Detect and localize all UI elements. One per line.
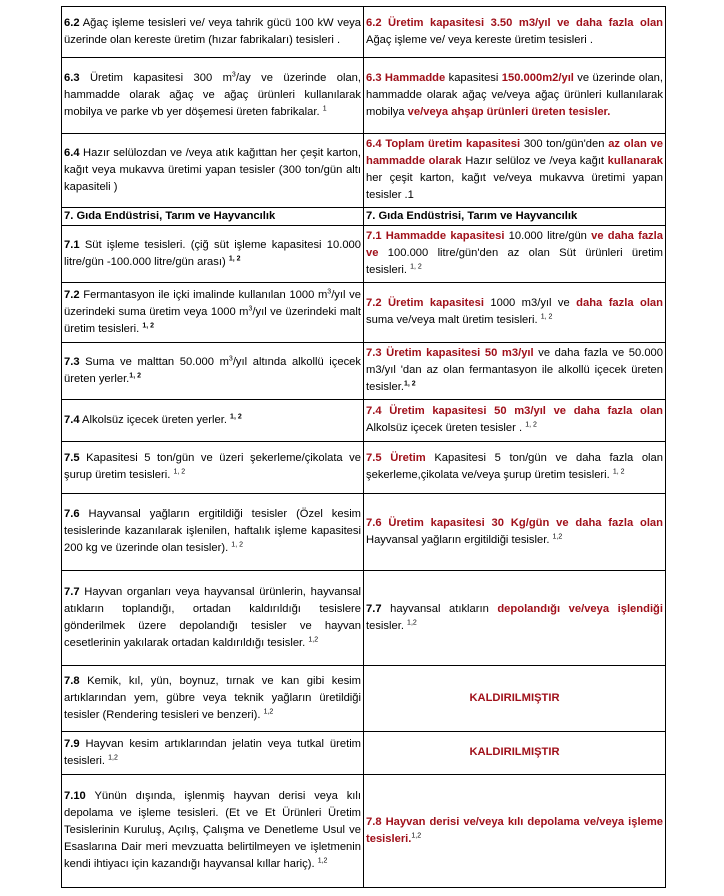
- highlight-text: Üretim kapasitesi: [381, 297, 484, 309]
- footnote-ref: 1, 2: [410, 263, 422, 271]
- right-cell: [364, 134, 666, 208]
- table-row: [62, 343, 666, 400]
- table-row: [62, 571, 666, 666]
- left-cell: [62, 7, 364, 58]
- highlight-text: Hammadde: [381, 71, 446, 84]
- footnote-ref: 1,2: [308, 635, 319, 643]
- item-number: 6.2: [366, 16, 382, 29]
- right-cell: [364, 7, 666, 58]
- item-text: suma ve/veya malt üretim tesisleri.: [366, 314, 538, 326]
- footnote-ref: 1, 2: [142, 321, 155, 329]
- item-text: 100.000 litre/gün'den az olan Süt ürünleri üretim tesisleri.: [366, 247, 663, 276]
- footnote-ref: 1,2: [411, 831, 422, 839]
- right-cell: [364, 442, 666, 494]
- right-cell: [364, 400, 666, 442]
- item-number: 7.4: [366, 405, 382, 417]
- highlight-text: az olan ve hammadde olarak: [366, 138, 663, 167]
- item-text: /yıl ve üzerindeki suma üretim veya 1000 m: [64, 288, 361, 318]
- section-heading: 7. Gıda Endüstrisi, Tarım ve Hayvancılık: [364, 208, 666, 226]
- left-cell: [62, 732, 364, 775]
- item-number: 7.8: [366, 815, 382, 828]
- right-cell: [364, 283, 666, 343]
- table-row: [62, 494, 666, 571]
- item-number: 7.3: [366, 347, 382, 359]
- item-text: Hazır selüloz ve /veya kağıt: [461, 155, 608, 167]
- table-row: [62, 283, 666, 343]
- footnote-ref: 1, 2: [403, 380, 416, 388]
- highlight-text: Üretim kapasitesi 50 m3/yıl: [381, 347, 534, 359]
- highlight-text: daha fazla olan: [576, 297, 663, 309]
- footnote-ref: 1,2: [407, 618, 417, 626]
- item-number: 7.1: [64, 238, 80, 251]
- footnote-ref: 1, 2: [228, 254, 241, 262]
- removed-label: KALDIRILMIŞTIR: [364, 666, 666, 732]
- superscript: 3: [327, 287, 332, 295]
- item-number: 7.7: [366, 602, 382, 615]
- table-row: [62, 134, 666, 208]
- item-text: Süt işleme tesisleri. (çiğ süt işleme kapasitesi 10.000 litre/gün -100.000 litre/gün arası): [64, 238, 361, 268]
- superscript: 3: [248, 304, 253, 312]
- item-number: 7.6: [64, 508, 80, 520]
- item-number: 7.9: [64, 737, 80, 750]
- footnote-ref: 1, 2: [612, 468, 625, 476]
- item-number: 7.1: [366, 230, 382, 242]
- item-text: Kapasitesi 5 ton/gün ve daha fazla olan şekerleme,çikolata ve/veya şurup üretim tesisleri.: [366, 452, 663, 481]
- right-cell: [364, 775, 666, 888]
- table-row: [62, 208, 666, 226]
- item-text: Ağaç işleme tesisleri ve/ veya tahrik gücü 100 kW veya üzerinde olan kereste üretim (hızar fabrikaları) tesisleri .: [64, 16, 361, 46]
- highlight-text: Toplam üretim kapasitesi: [381, 138, 521, 150]
- item-text: ve daha fazla ve 50.000 m3/yıl 'dan az olan fermantasyon ile alkollü içecek üreten tesisler.: [366, 347, 663, 393]
- footnote-ref: 1: [322, 104, 327, 112]
- item-number: 7.6: [366, 516, 382, 529]
- comparison-table: [61, 6, 666, 888]
- right-cell: [364, 494, 666, 571]
- footnote-ref: 1, 2: [129, 371, 141, 379]
- item-number: 6.4: [64, 146, 80, 159]
- item-text: /yıl altında alkollü içecek üreten yerler.: [64, 355, 361, 385]
- item-text: /ay ve üzerinde olan, hammadde olarak ağaç ve ağaç ürünleri kullanılarak mobilya ve parke vb yer döşemesi üreten fabrikalar.: [64, 71, 361, 118]
- highlight-text: 150.000m2/yıl: [501, 71, 574, 84]
- right-cell: [364, 58, 666, 134]
- item-text: Alkolsüz içecek üreten yerler.: [79, 413, 227, 426]
- highlight-text: Hayvan derisi ve/veya kılı depolama ve/veya işleme tesisleri.: [366, 815, 663, 845]
- item-number: 7.8: [64, 674, 80, 687]
- table-row: [62, 400, 666, 442]
- table-row: [62, 775, 666, 888]
- highlight-text: Üretim kapasitesi 50 m3/yıl ve daha fazla olan: [381, 405, 663, 417]
- footnote-ref: 1,2: [317, 857, 328, 865]
- item-number: 7.5: [64, 452, 80, 464]
- highlight-text: kullanarak: [607, 155, 663, 167]
- footnote-ref: 1, 2: [525, 421, 537, 429]
- footnote-ref: 1, 2: [540, 313, 553, 321]
- item-text: Hayvansal yağların ergitildiği tesisler.: [366, 533, 550, 546]
- left-cell: [62, 571, 364, 666]
- item-text: Yünün dışında, işlenmiş hayvan derisi veya kılı depolama ve işleme tesisleri. (Et ve Et Ürünleri Üretim Tesislerinin Kuruluş, Açılış, Çalışma ve Denetleme Usul ve Esaslarına Dair meri mevzuatta belirtilmeyen ve işletmenin kendi ihtiyacı için kazandığı hayvansal kıllar hariç).: [64, 790, 361, 870]
- item-number: 6.2: [64, 16, 80, 29]
- table-row: [62, 442, 666, 494]
- item-number: 6.4: [366, 138, 382, 150]
- footnote-ref: 1,2: [108, 753, 118, 761]
- highlight-text: Üretim: [381, 452, 426, 464]
- item-text: 300 ton/gün'den: [520, 138, 609, 150]
- section-heading: 7. Gıda Endüstrisi, Tarım ve Hayvancılık: [62, 208, 364, 226]
- left-cell: [62, 400, 364, 442]
- left-cell: [62, 226, 364, 283]
- superscript: 3: [231, 70, 236, 78]
- right-cell: [364, 226, 666, 283]
- footnote-ref: 1,2: [552, 532, 563, 540]
- left-cell: [62, 775, 364, 888]
- table-row: [62, 58, 666, 134]
- item-number: 7.7: [64, 585, 80, 598]
- left-cell: [62, 58, 364, 134]
- item-text: Hazır selülozdan ve /veya atık kağıttan her çeşit karton, kağıt veya mukavva üretimi yapan tesisler (300 ton/gün altı kapasiteli ): [64, 146, 361, 193]
- item-text: Hayvansal yağların ergitildiği tesisler (Özel kesim tesislerinde kazanılarak işlenilen, haftalık işleme kapasitesi 200 kg ve üzerinde olan tesisler).: [64, 508, 361, 554]
- left-cell: [62, 442, 364, 494]
- left-cell: [62, 666, 364, 732]
- item-number: 6.3: [64, 71, 80, 84]
- item-number: 7.2: [64, 288, 80, 301]
- item-text: Suma ve malttan 50.000 m: [79, 355, 229, 368]
- item-text: kapasitesi: [445, 71, 502, 84]
- item-text: her çeşit karton, kağıt ve/veya mukavva üretimi yapan tesisler .1: [366, 172, 663, 201]
- highlight-text: depolandığı ve/veya işlendiği: [497, 602, 663, 615]
- right-cell: [364, 571, 666, 666]
- item-text: Hayvan organları veya hayvansal ürünlerin, hayvansal atıkların toplandığı, ortadan kaldırıldığı tesislere gönderilmek üzere depolandığı tesisler ve hayvan cesetlerinin yakılarak ortadan kaldırıldığı tesisler.: [64, 585, 361, 649]
- table-row: [62, 732, 666, 775]
- item-text: 10.000 litre/gün: [504, 230, 592, 242]
- item-text: Ağaç işleme ve/ veya kereste üretim tesisleri .: [366, 33, 593, 46]
- footnote-ref: 1, 2: [231, 541, 243, 549]
- item-number: 7.4: [64, 413, 80, 426]
- item-number: 7.5: [366, 452, 382, 464]
- item-number: 7.2: [366, 297, 382, 309]
- item-number: 7.10: [64, 790, 86, 802]
- item-text: Kapasitesi 5 ton/gün ve üzeri şekerleme/çikolata ve şurup üretim tesisleri.: [64, 452, 361, 481]
- item-text: Kemik, kıl, yün, boynuz, tırnak ve kan gibi kesim artıklarından yem, gübre veya teknik yağların üretildiği tesisler (Rendering tesisleri ve benzeri).: [64, 674, 361, 721]
- footnote-ref: 1,2: [263, 707, 274, 715]
- item-number: 6.3: [366, 71, 382, 84]
- right-cell: [364, 343, 666, 400]
- highlight-text: ve/veya ahşap ürünleri üreten tesisler.: [407, 105, 611, 118]
- footnote-ref: 1, 2: [173, 468, 186, 476]
- highlight-text: Üretim kapasitesi 30 Kg/gün ve daha fazla olan: [381, 516, 663, 529]
- footnote-ref: 1, 2: [230, 412, 242, 420]
- highlight-text: Hammadde kapasitesi: [381, 230, 505, 242]
- item-text: Hayvan kesim artıklarından jelatin veya tutkal üretim tesisleri.: [64, 737, 361, 767]
- item-text: /yıl ve üzerindeki malt üretim tesisleri.: [64, 305, 361, 335]
- item-number: 7.3: [64, 355, 80, 368]
- item-text: Fermantasyon ile içki imalinde kullanılan 1000 m: [79, 288, 328, 301]
- highlight-text: ve daha fazla ve: [366, 230, 663, 259]
- item-text: hayvansal atıkların: [381, 602, 498, 615]
- left-cell: [62, 134, 364, 208]
- left-cell: [62, 343, 364, 400]
- item-text: tesisler.: [366, 619, 404, 632]
- highlight-text: Üretim kapasitesi 3.50 m3/yıl ve daha fazla olan: [381, 16, 663, 29]
- superscript: 3: [228, 354, 233, 362]
- table-row: [62, 7, 666, 58]
- table-row: [62, 226, 666, 283]
- item-text: Üretim kapasitesi 300 m: [79, 71, 232, 84]
- item-text: 1000 m3/yıl ve: [483, 297, 577, 309]
- table-row: [62, 666, 666, 732]
- removed-label: KALDIRILMIŞTIR: [364, 732, 666, 775]
- left-cell: [62, 494, 364, 571]
- left-cell: [62, 283, 364, 343]
- item-text: ve üzerinde olan, hammadde olarak ağaç ve/veya ağaç ürünleri kullanılarak mobilya: [366, 71, 664, 118]
- item-text: Alkolsüz içecek üreten tesisler .: [366, 422, 523, 434]
